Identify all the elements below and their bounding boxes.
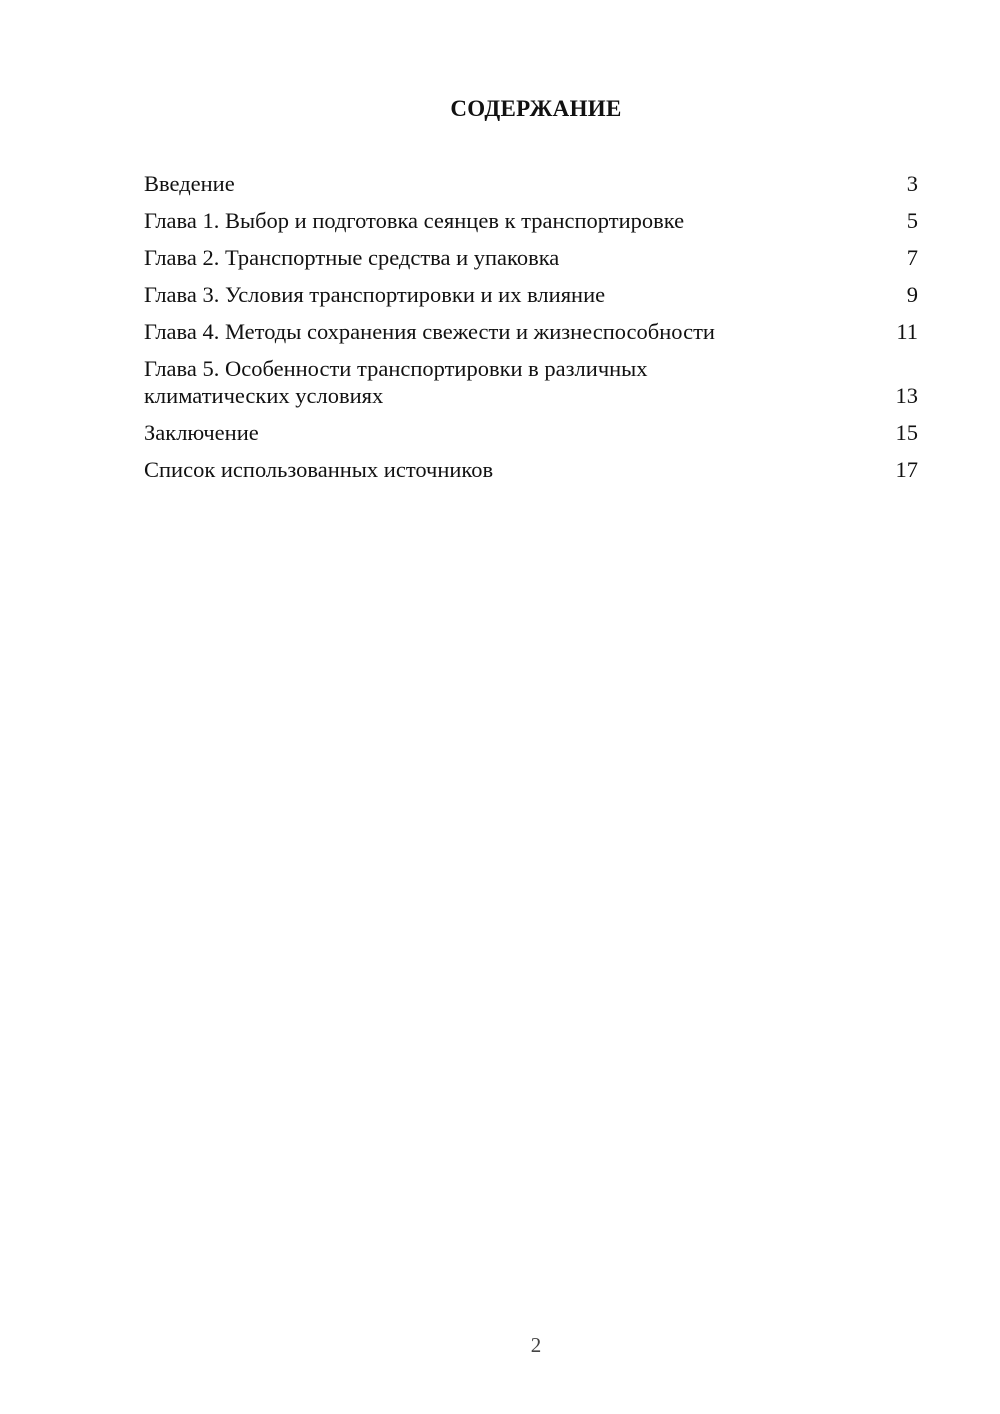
- toc-title: СОДЕРЖАНИЕ: [450, 96, 622, 121]
- toc-entry-text: Введение: [144, 171, 235, 196]
- toc-entry-text: Список использованных источников: [144, 457, 494, 482]
- toc-entry-page: 11: [896, 319, 918, 344]
- toc-entry-chapter-4: [144, 318, 918, 345]
- toc-entry-chapter-2: [144, 244, 918, 271]
- toc-entry-conclusion: [144, 419, 918, 446]
- toc-entry-page: 15: [895, 420, 918, 445]
- toc-entry-text: Глава 3. Условия транспортировки и их влияние: [144, 282, 606, 307]
- toc-entry-chapter-3: [144, 281, 918, 308]
- toc-entry-text: Глава 1. Выбор и подготовка сеянцев к транспортировке: [144, 208, 685, 233]
- toc-entry-references: [144, 456, 918, 483]
- toc-entry-page: 5: [906, 208, 918, 233]
- toc-entry-page: 7: [906, 245, 918, 270]
- table-of-contents: [144, 170, 918, 493]
- toc-entry-text: Заключение: [144, 420, 259, 445]
- toc-entry-chapter-1: [144, 207, 918, 234]
- toc-entry-page: 13: [895, 383, 918, 408]
- toc-entry-text: Глава 2. Транспортные средства и упаковка: [144, 245, 560, 270]
- toc-entry-chapter-5: [144, 355, 918, 409]
- page-number: 2: [530, 1333, 542, 1357]
- toc-entry-page: 17: [895, 457, 918, 482]
- toc-entry-page: 3: [906, 171, 918, 196]
- toc-entry-text: Глава 5. Особенности транспортировки в различных климатических условиях: [144, 356, 648, 408]
- toc-entry-text: Глава 4. Методы сохранения свежести и жизнеспособности: [144, 319, 715, 344]
- toc-entry-page: 9: [906, 282, 918, 307]
- toc-entry-introduction: [144, 170, 918, 197]
